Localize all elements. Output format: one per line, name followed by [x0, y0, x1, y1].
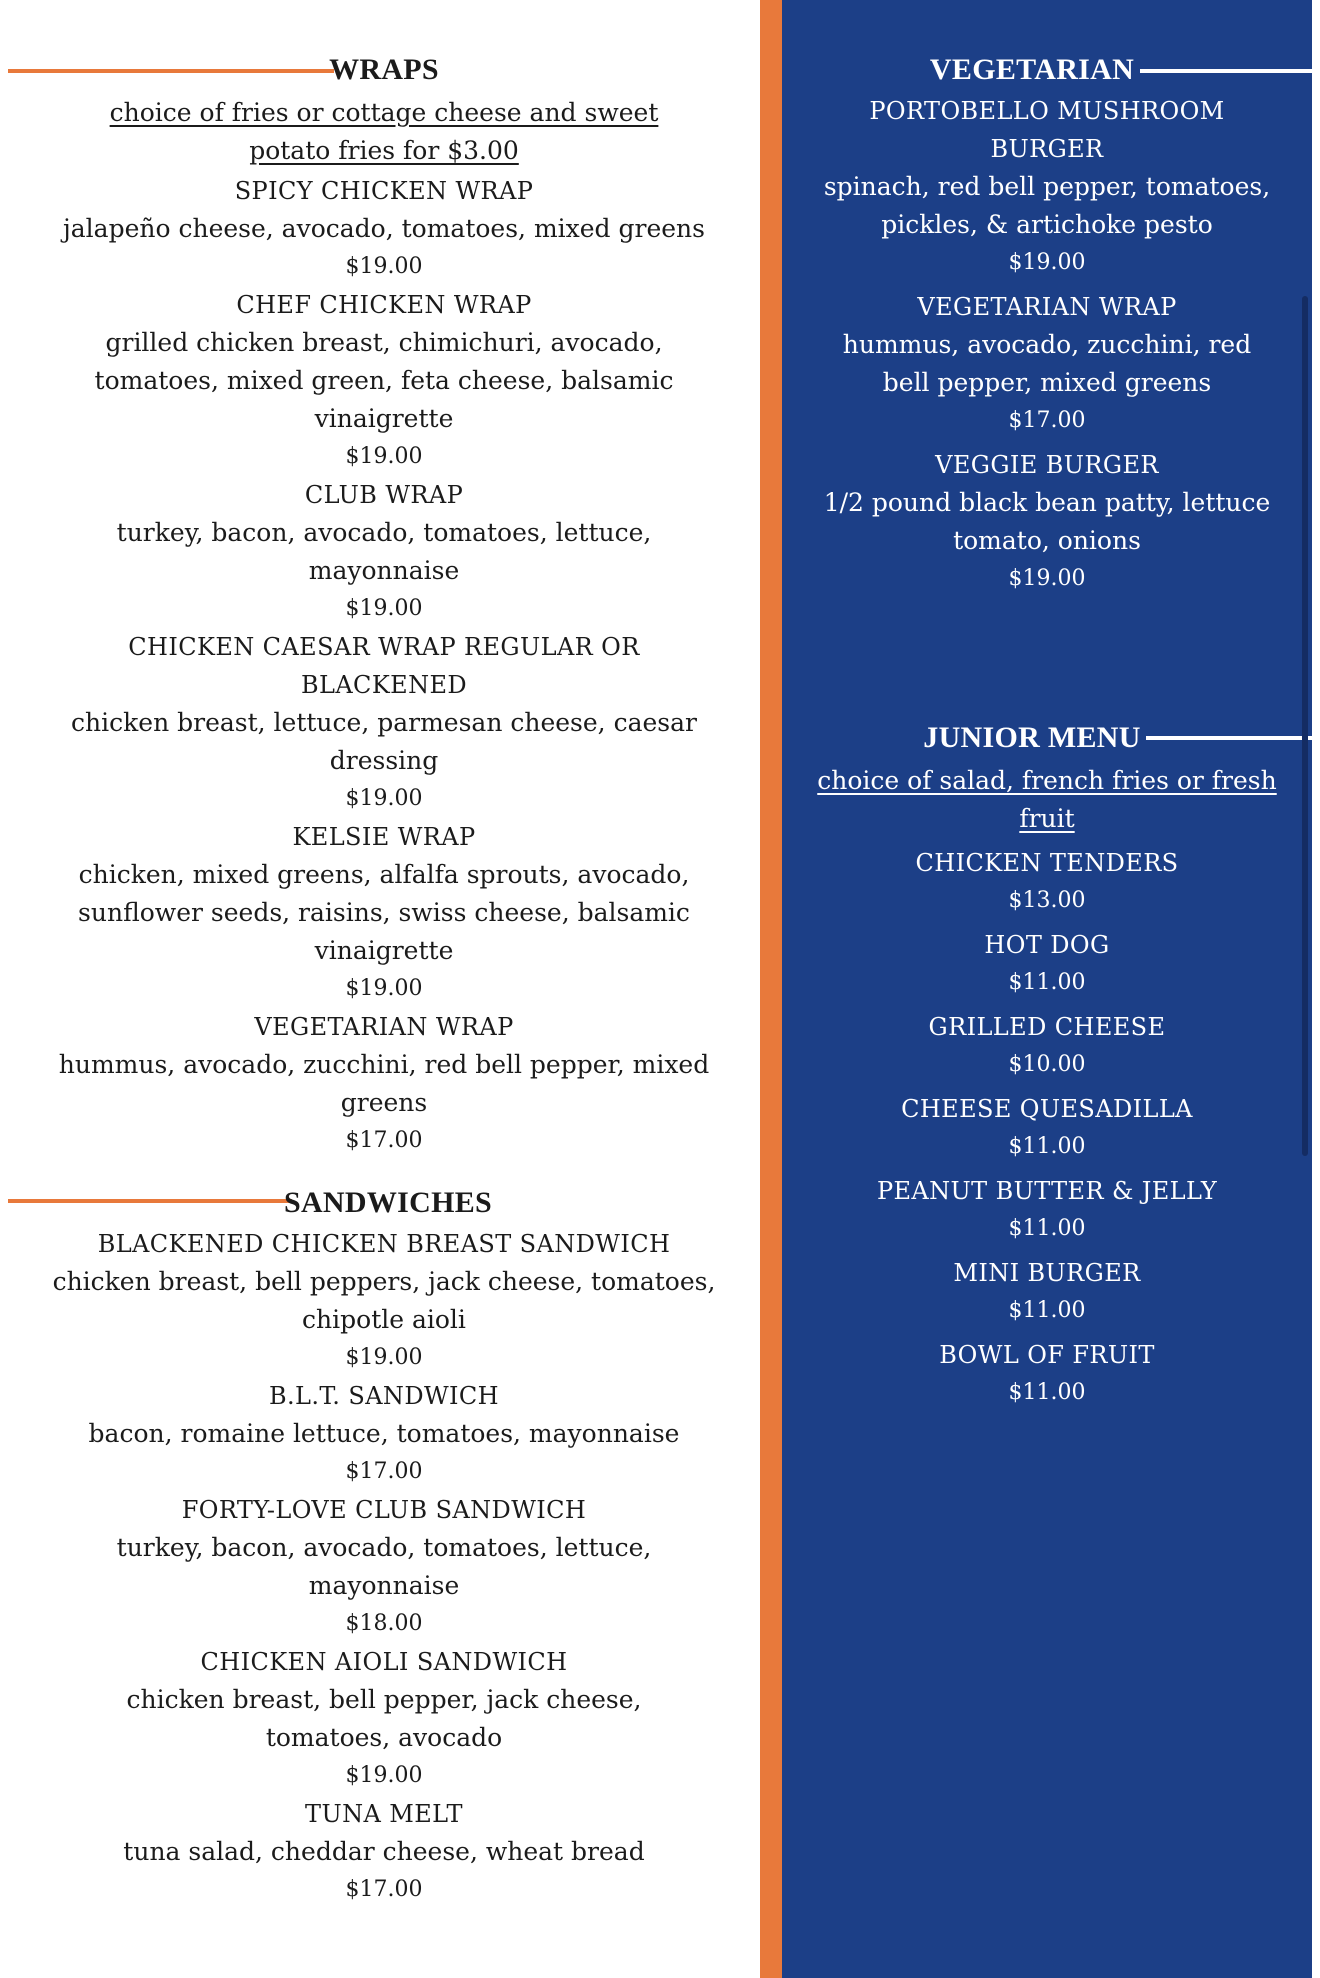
- item-description: spinach, red bell pepper, tomatoes, pickles, & artichoke pesto: [823, 172, 1271, 239]
- item-name: CHEF CHICKEN WRAP: [236, 291, 532, 319]
- item-description: bacon, romaine lettuce, tomatoes, mayonnaise: [88, 1419, 680, 1448]
- item-price: $10.00: [1008, 1052, 1086, 1077]
- item-name: B.L.T. SANDWICH: [268, 1382, 500, 1410]
- item-description: chicken, mixed greens, alfalfa sprouts, avocado, sunflower seeds, raisins, swiss cheese, balsamic vinaigrette: [78, 860, 690, 965]
- menu-item: [8, 476, 760, 628]
- menu-item: [782, 926, 1312, 1002]
- item-name: KELSIE WRAP: [292, 823, 476, 851]
- sandwiches-item-list: [8, 1225, 760, 1909]
- item-price: $19.00: [345, 444, 423, 469]
- menu-item: [8, 172, 760, 286]
- item-description: turkey, bacon, avocado, tomatoes, lettuce, mayonnaise: [116, 1533, 652, 1600]
- item-name: CHEESE QUESADILLA: [901, 1095, 1193, 1123]
- item-name: VEGETARIAN WRAP: [917, 293, 1177, 321]
- item-name: MINI BURGER: [953, 1259, 1141, 1287]
- menu-item: [782, 1254, 1312, 1330]
- menu-item: [8, 1225, 760, 1377]
- item-description: hummus, avocado, zucchini, red bell pepper, mixed greens: [842, 330, 1252, 397]
- menu-item: [8, 1795, 760, 1909]
- orange-divider-bar: [760, 0, 782, 1978]
- item-price: $19.00: [345, 596, 423, 621]
- menu-item: [8, 1643, 760, 1795]
- menu-item: [8, 1377, 760, 1491]
- item-description: jalapeño cheese, avocado, tomatoes, mixed greens: [63, 214, 705, 243]
- item-description: tuna salad, cheddar cheese, wheat bread: [123, 1837, 645, 1866]
- item-price: $19.00: [345, 1763, 423, 1788]
- item-name: CLUB WRAP: [304, 481, 464, 509]
- item-price: $11.00: [1008, 1134, 1086, 1159]
- item-price: $17.00: [345, 1877, 423, 1902]
- right-edge-margin: [1312, 0, 1320, 1978]
- item-name: GRILLED CHEESE: [928, 1013, 1166, 1041]
- item-description: hummus, avocado, zucchini, red bell pepper, mixed greens: [58, 1050, 710, 1117]
- wraps-item-list: [8, 172, 760, 1160]
- item-price: $19.00: [345, 1345, 423, 1370]
- item-name: BOWL OF FRUIT: [939, 1341, 1155, 1369]
- item-name: TUNA MELT: [305, 1800, 463, 1828]
- menu-item: [782, 844, 1312, 920]
- junior-note: choice of salad, french fries or fresh fruit: [817, 766, 1277, 833]
- item-price: $11.00: [1008, 970, 1086, 995]
- sandwiches-heading: SANDWICHES: [283, 1186, 493, 1219]
- scrollbar-thumb[interactable]: [1302, 296, 1308, 1156]
- menu-item: [782, 1172, 1312, 1248]
- sandwiches-section: [8, 1183, 760, 1909]
- item-price: $17.00: [345, 1459, 423, 1484]
- item-description: turkey, bacon, avocado, tomatoes, lettuce, mayonnaise: [116, 518, 652, 585]
- item-price: $19.00: [345, 254, 423, 279]
- item-name: CHICKEN TENDERS: [915, 849, 1179, 877]
- menu-item: [782, 1336, 1312, 1412]
- menu-item: [8, 1491, 760, 1643]
- item-name: VEGETARIAN WRAP: [254, 1013, 514, 1041]
- menu-item: [8, 818, 760, 1008]
- wraps-section: [8, 50, 760, 1160]
- item-name: CHICKEN CAESAR WRAP REGULAR OR BLACKENED: [128, 633, 640, 699]
- menu-item: [782, 1008, 1312, 1084]
- item-price: $17.00: [345, 1128, 423, 1153]
- item-description: 1/2 pound black bean patty, lettuce tomato, onions: [823, 488, 1271, 555]
- item-price: $13.00: [1008, 888, 1086, 913]
- item-description: grilled chicken breast, chimichuri, avocado, tomatoes, mixed green, feta cheese, balsamic vinaigrette: [94, 328, 674, 433]
- item-price: $19.00: [1008, 566, 1086, 591]
- junior-item-list: [782, 844, 1312, 1412]
- item-name: HOT DOG: [984, 931, 1110, 959]
- menu-item: [8, 286, 760, 476]
- item-description: chicken breast, lettuce, parmesan cheese, caesar dressing: [71, 708, 697, 775]
- item-name: PEANUT BUTTER & JELLY: [876, 1177, 1218, 1205]
- item-price: $18.00: [345, 1611, 423, 1636]
- item-name: PORTOBELLO MUSHROOM BURGER: [869, 97, 1225, 163]
- vegetarian-item-list: [782, 92, 1312, 598]
- vegetarian-section: [782, 50, 1312, 604]
- menu-item: [8, 1008, 760, 1160]
- junior-heading: JUNIOR MENU: [923, 721, 1141, 754]
- item-price: $11.00: [1008, 1298, 1086, 1323]
- item-price: $19.00: [345, 976, 423, 1001]
- menu-item: [8, 628, 760, 818]
- vegetarian-heading: VEGETARIAN: [929, 53, 1135, 86]
- menu-item: [782, 92, 1312, 282]
- item-description: chicken breast, bell pepper, jack cheese, tomatoes, avocado: [126, 1685, 642, 1752]
- left-column: [8, 0, 760, 1978]
- item-price: $11.00: [1008, 1380, 1086, 1405]
- item-name: VEGGIE BURGER: [935, 451, 1159, 479]
- menu-item: [782, 1090, 1312, 1166]
- item-price: $11.00: [1008, 1216, 1086, 1241]
- junior-section: [782, 718, 1312, 1418]
- menu-item: [782, 288, 1312, 440]
- item-name: BLACKENED CHICKEN BREAST SANDWICH: [97, 1230, 671, 1258]
- item-price: $17.00: [1008, 408, 1086, 433]
- item-name: SPICY CHICKEN WRAP: [234, 177, 534, 205]
- wraps-note: choice of fries or cottage cheese and sweet potato fries for $3.00: [109, 98, 659, 165]
- item-price: $19.00: [345, 786, 423, 811]
- item-description: chicken breast, bell peppers, jack cheese, tomatoes, chipotle aioli: [52, 1267, 716, 1334]
- item-price: $19.00: [1008, 250, 1086, 275]
- menu-item: [782, 446, 1312, 598]
- wraps-heading: WRAPS: [329, 53, 439, 86]
- item-name: CHICKEN AIOLI SANDWICH: [200, 1648, 568, 1676]
- right-column: [782, 0, 1312, 1978]
- item-name: FORTY-LOVE CLUB SANDWICH: [181, 1496, 587, 1524]
